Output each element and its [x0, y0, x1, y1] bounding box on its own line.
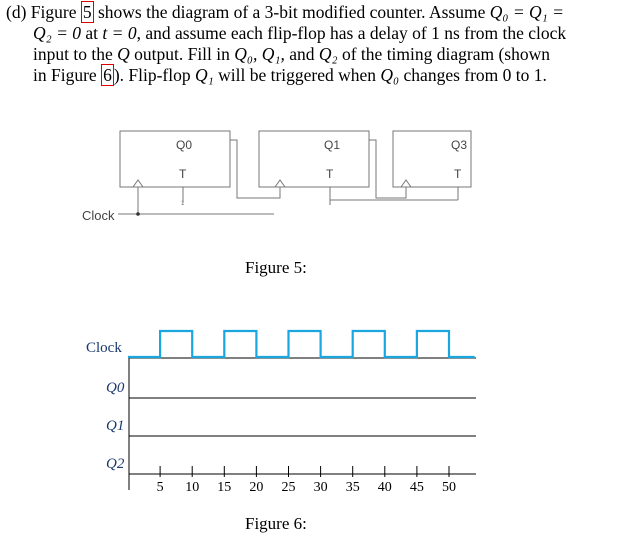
time-tick-label: 25 — [281, 480, 296, 495]
time-tick-label: 15 — [217, 480, 232, 495]
q1-to-ff2-wire — [369, 140, 406, 198]
text-segment: of the timing diagram (shown — [341, 44, 551, 64]
flip-flop-1 — [259, 131, 369, 187]
math-segment: Q₀, Q₁, — [234, 44, 285, 64]
q0-to-ff1-wire — [230, 140, 280, 198]
math-segment: Q₂ = 0 — [33, 23, 82, 43]
time-tick-label: 35 — [345, 480, 360, 495]
figure-5-caption: Figure 5: — [245, 258, 307, 277]
math-segment: Q — [117, 44, 130, 64]
row-label-q2: Q2 — [106, 456, 125, 472]
text-segment: in Figure — [33, 65, 97, 85]
text-segment: Figure — [30, 2, 77, 22]
figure-5-diagram — [118, 131, 471, 214]
text-segment: at — [85, 23, 99, 43]
figure-6-timing-diagram — [128, 331, 476, 495]
ff-label-q3: Q3 — [451, 138, 468, 152]
problem-label: (d) — [6, 2, 27, 22]
time-tick-label: 30 — [313, 480, 328, 495]
ff-label-q0: Q0 — [176, 138, 193, 152]
math-segment: Q₂ — [318, 44, 338, 64]
text-segment: input to the — [33, 44, 113, 64]
text-segment: output. Fill in — [134, 44, 230, 64]
text-segment: changes from 0 to 1. — [403, 65, 547, 85]
ff-label-q1: Q1 — [324, 138, 341, 152]
flip-flop-0 — [120, 131, 230, 187]
t-label-1: T — [326, 167, 334, 181]
time-tick-label: 20 — [249, 480, 264, 495]
row-label-clock: Clock — [86, 340, 122, 356]
clock-triangle-2 — [401, 180, 411, 187]
time-tick-label: 50 — [442, 480, 456, 495]
figure-6-caption: Figure 6: — [245, 514, 307, 533]
text-segment: will be triggered when — [218, 65, 377, 85]
math-segment: Q₁ — [195, 65, 214, 85]
text-segment: ). Flip-flop — [113, 65, 191, 85]
row-label-q0: Q0 — [106, 380, 125, 396]
small-mark: 1 — [181, 201, 185, 207]
time-tick-label: 10 — [185, 480, 200, 495]
text-segment: and — [289, 44, 315, 64]
clock-junction-dot — [136, 212, 140, 216]
clock-waveform — [128, 331, 475, 357]
text-segment: , and assume each flip-flop has a delay of 1 ns from the clock — [136, 23, 567, 43]
math-segment: Q₀ — [380, 65, 400, 85]
time-ticks — [157, 466, 456, 495]
time-tick-label: 45 — [409, 480, 424, 495]
row-label-q1: Q1 — [106, 418, 125, 434]
t-label-2: T — [454, 167, 462, 181]
math-segment: t = 0 — [102, 23, 137, 43]
figure-6-link[interactable]: 6 — [103, 65, 112, 85]
t-label-0: T — [179, 167, 187, 181]
figure-5-clock-label: Clock — [82, 208, 115, 223]
clock-triangle-0 — [133, 180, 143, 187]
time-tick-label: 40 — [377, 480, 392, 495]
math-segment: Q₀ = Q₁ = — [489, 2, 564, 22]
text-segment: shows the diagram of a 3-bit modified counter. Assume — [97, 2, 486, 22]
time-tick-label: 5 — [156, 480, 164, 495]
figure-5-link[interactable]: 5 — [82, 2, 92, 22]
clock-triangle-1 — [275, 180, 285, 187]
